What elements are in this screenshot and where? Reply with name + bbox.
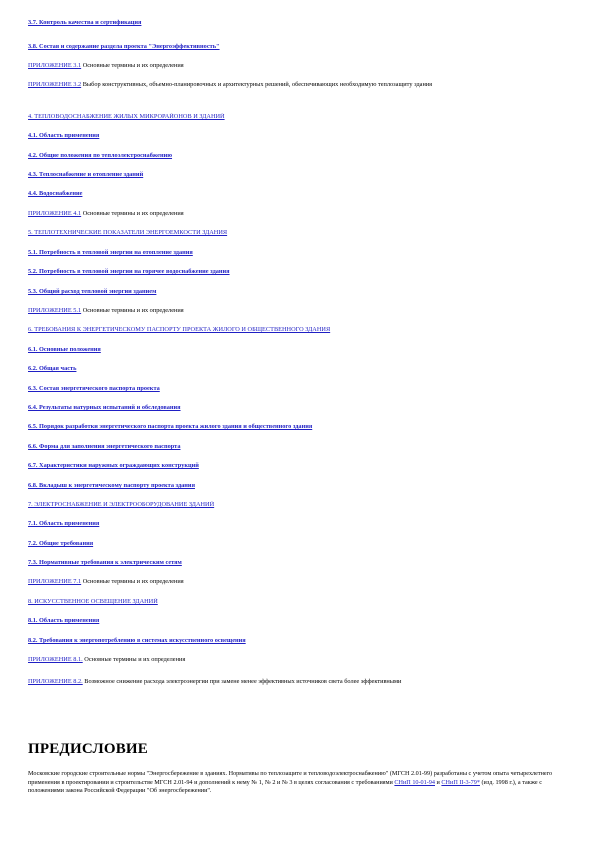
toc-entry: [28, 190, 578, 198]
toc-link[interactable]: 6.6. Форма для заполнения энергетического паспорта: [28, 443, 181, 450]
toc-link[interactable]: 7.1. Область применения: [28, 520, 100, 527]
toc-description: Выбор конструктивных, объемно-планировочных и архитектурных решений, обеспечивающих необходимую теплозащиту здания: [81, 81, 433, 88]
toc-link[interactable]: 8. ИСКУССТВЕННОЕ ОСВЕЩЕНИЕ ЗДАНИЙ: [28, 598, 158, 605]
toc-link[interactable]: 6.7. Характеристики наружных ограждающих конструкций: [28, 462, 199, 469]
toc-entry: [28, 385, 578, 393]
toc-entry: [28, 598, 578, 606]
preface-text-part: Московские городские строительные нормы "Энергосбережение в зданиях. Нормативы по теплозащите и тепловодоэлектроснабжению" (МГСН 2.01-99) разработаны с учетом опыта четырехлетнего применения в проектировании и строительстве МГСН 2.01-94 и дополнений к нему № 1, № 2 и № 3 в целях согласования с требованиями: [28, 770, 553, 786]
toc-entry: [28, 152, 578, 160]
toc-entry: [28, 43, 578, 51]
toc-link[interactable]: ПРИЛОЖЕНИЕ 4.1: [28, 210, 82, 217]
toc-description: Основные термины и их определения: [82, 656, 186, 663]
toc-link[interactable]: ПРИЛОЖЕНИЕ 3.1: [28, 62, 82, 69]
toc-entry: [28, 249, 578, 257]
toc-link[interactable]: 4.4. Водоснабжение: [28, 190, 83, 197]
toc-description: Основные термины и их определения: [81, 62, 184, 69]
toc-entry: [28, 171, 578, 179]
preface-text-part: и: [435, 778, 442, 786]
toc-entry: [28, 678, 578, 686]
toc-entry: [28, 210, 578, 218]
preface-text-part: (изд. 1998 г.), а также с положениями закона Российской Федерации "Об энергосбережении".: [28, 778, 542, 795]
toc-link[interactable]: 8.2. Требования к энергопотреблению в системах искусственного освещения: [28, 637, 246, 644]
toc-entry: [28, 578, 578, 586]
toc-link[interactable]: 7.3. Нормативные требования к электрическим сетям: [28, 559, 182, 566]
toc-link[interactable]: 5.2. Потребность в тепловой энергии на горячее водоснабжение здания: [28, 268, 230, 275]
toc-link[interactable]: 6.4. Результаты натурных испытаний и обследования: [28, 404, 181, 411]
toc-link[interactable]: 7. ЭЛЕКТРОСНАБЖЕНИЕ И ЭЛЕКТРООБОРУДОВАНИЕ ЗДАНИЙ: [28, 501, 215, 508]
preface-text: [28, 770, 573, 796]
toc-entry: [28, 132, 578, 140]
toc-link[interactable]: ПРИЛОЖЕНИЕ 8.1.: [28, 656, 83, 663]
toc-entry: [28, 462, 578, 470]
toc-entry: [28, 81, 578, 89]
toc-link[interactable]: 8.1. Область применения: [28, 617, 100, 624]
toc-entry: [28, 326, 578, 334]
toc-link[interactable]: 6.3. Состав энергетического паспорта проекта: [28, 385, 160, 392]
snip-ii-3-79-link[interactable]: СНиП II-3-79*: [441, 778, 480, 786]
toc-link[interactable]: 6.2. Общая часть: [28, 365, 77, 372]
toc-entry: [28, 365, 578, 373]
toc-link[interactable]: ПРИЛОЖЕНИЕ 3.2: [28, 81, 82, 88]
toc-link[interactable]: 6.8. Вкладыш к энергетическому паспорту проекта здания: [28, 482, 195, 489]
toc-entry: [28, 617, 578, 625]
toc-entry: [28, 559, 578, 567]
preface-title: ПРЕДИСЛОВИЕ: [28, 741, 149, 757]
toc-entry: [28, 288, 578, 296]
toc-link[interactable]: 3.8. Состав и содержание раздела проекта "Энергоэффективность": [28, 43, 220, 50]
toc-link[interactable]: ПРИЛОЖЕНИЕ 8.2.: [28, 678, 83, 685]
toc-entry: [28, 268, 578, 276]
toc-description: Основные термины и их определения: [81, 307, 184, 314]
toc-link[interactable]: 4.2. Общие положения по теплоэлектроснабжению: [28, 152, 173, 159]
toc-entry: [28, 656, 578, 664]
toc-link[interactable]: ПРИЛОЖЕНИЕ 5.1: [28, 307, 82, 314]
toc-link[interactable]: 4. ТЕПЛОВОДОСНАБЖЕНИЕ ЖИЛЫХ МИКРОРАЙОНОВ И ЗДАНИЙ: [28, 113, 225, 120]
toc-entry: [28, 346, 578, 354]
toc-entry: [28, 637, 578, 645]
toc-entry: [28, 113, 578, 121]
toc-entry: [28, 482, 578, 490]
snip-10-01-94-link[interactable]: СНиП 10-01-94: [394, 778, 435, 786]
toc-link[interactable]: 5. ТЕПЛОТЕХНИЧЕСКИЕ ПОКАЗАТЕЛИ ЭНЕРГОЕМКОСТИ ЗДАНИЯ: [28, 229, 228, 236]
toc-link[interactable]: ПРИЛОЖЕНИЕ 7.1: [28, 578, 82, 585]
toc-link[interactable]: 6.5. Порядок разработки энергетического паспорта проекта жилого здания и общественного здания: [28, 423, 313, 430]
toc-entry: [28, 501, 578, 509]
toc-entry: [28, 423, 578, 431]
toc-entry: [28, 540, 578, 548]
toc-entry: [28, 404, 578, 412]
toc-entry: [28, 19, 578, 27]
toc-link[interactable]: 4.1. Область применения: [28, 132, 100, 139]
toc-entry: [28, 62, 578, 70]
toc-description: Основные термины и их определения: [81, 578, 184, 585]
toc-link[interactable]: 5.1. Потребность в тепловой энергии на отопление здания: [28, 249, 193, 256]
toc-link[interactable]: 4.3. Теплоснабжение и отопление зданий: [28, 171, 144, 178]
toc-entry: [28, 307, 578, 315]
toc-entry: [28, 520, 578, 528]
toc-link[interactable]: 7.2. Общие требования: [28, 540, 94, 547]
toc-link[interactable]: 5.3. Общий расход тепловой энергии зданием: [28, 288, 157, 295]
toc-entry: [28, 229, 578, 237]
toc-description: Возможное снижение расхода электроэнергии при замене менее эффективных источников света более эффективными: [82, 678, 402, 685]
toc-entry: [28, 443, 578, 451]
toc-description: Основные термины и их определения: [81, 210, 184, 217]
toc-link[interactable]: 6. ТРЕБОВАНИЯ К ЭНЕРГЕТИЧЕСКОМУ ПАСПОРТУ ПРОЕКТА ЖИЛОГО И ОБЩЕСТВЕННОГО ЗДАНИЯ: [28, 326, 331, 333]
toc-link[interactable]: 3.7. Контроль качества и сертификация: [28, 19, 142, 26]
toc-link[interactable]: 6.1. Основные положения: [28, 346, 101, 353]
